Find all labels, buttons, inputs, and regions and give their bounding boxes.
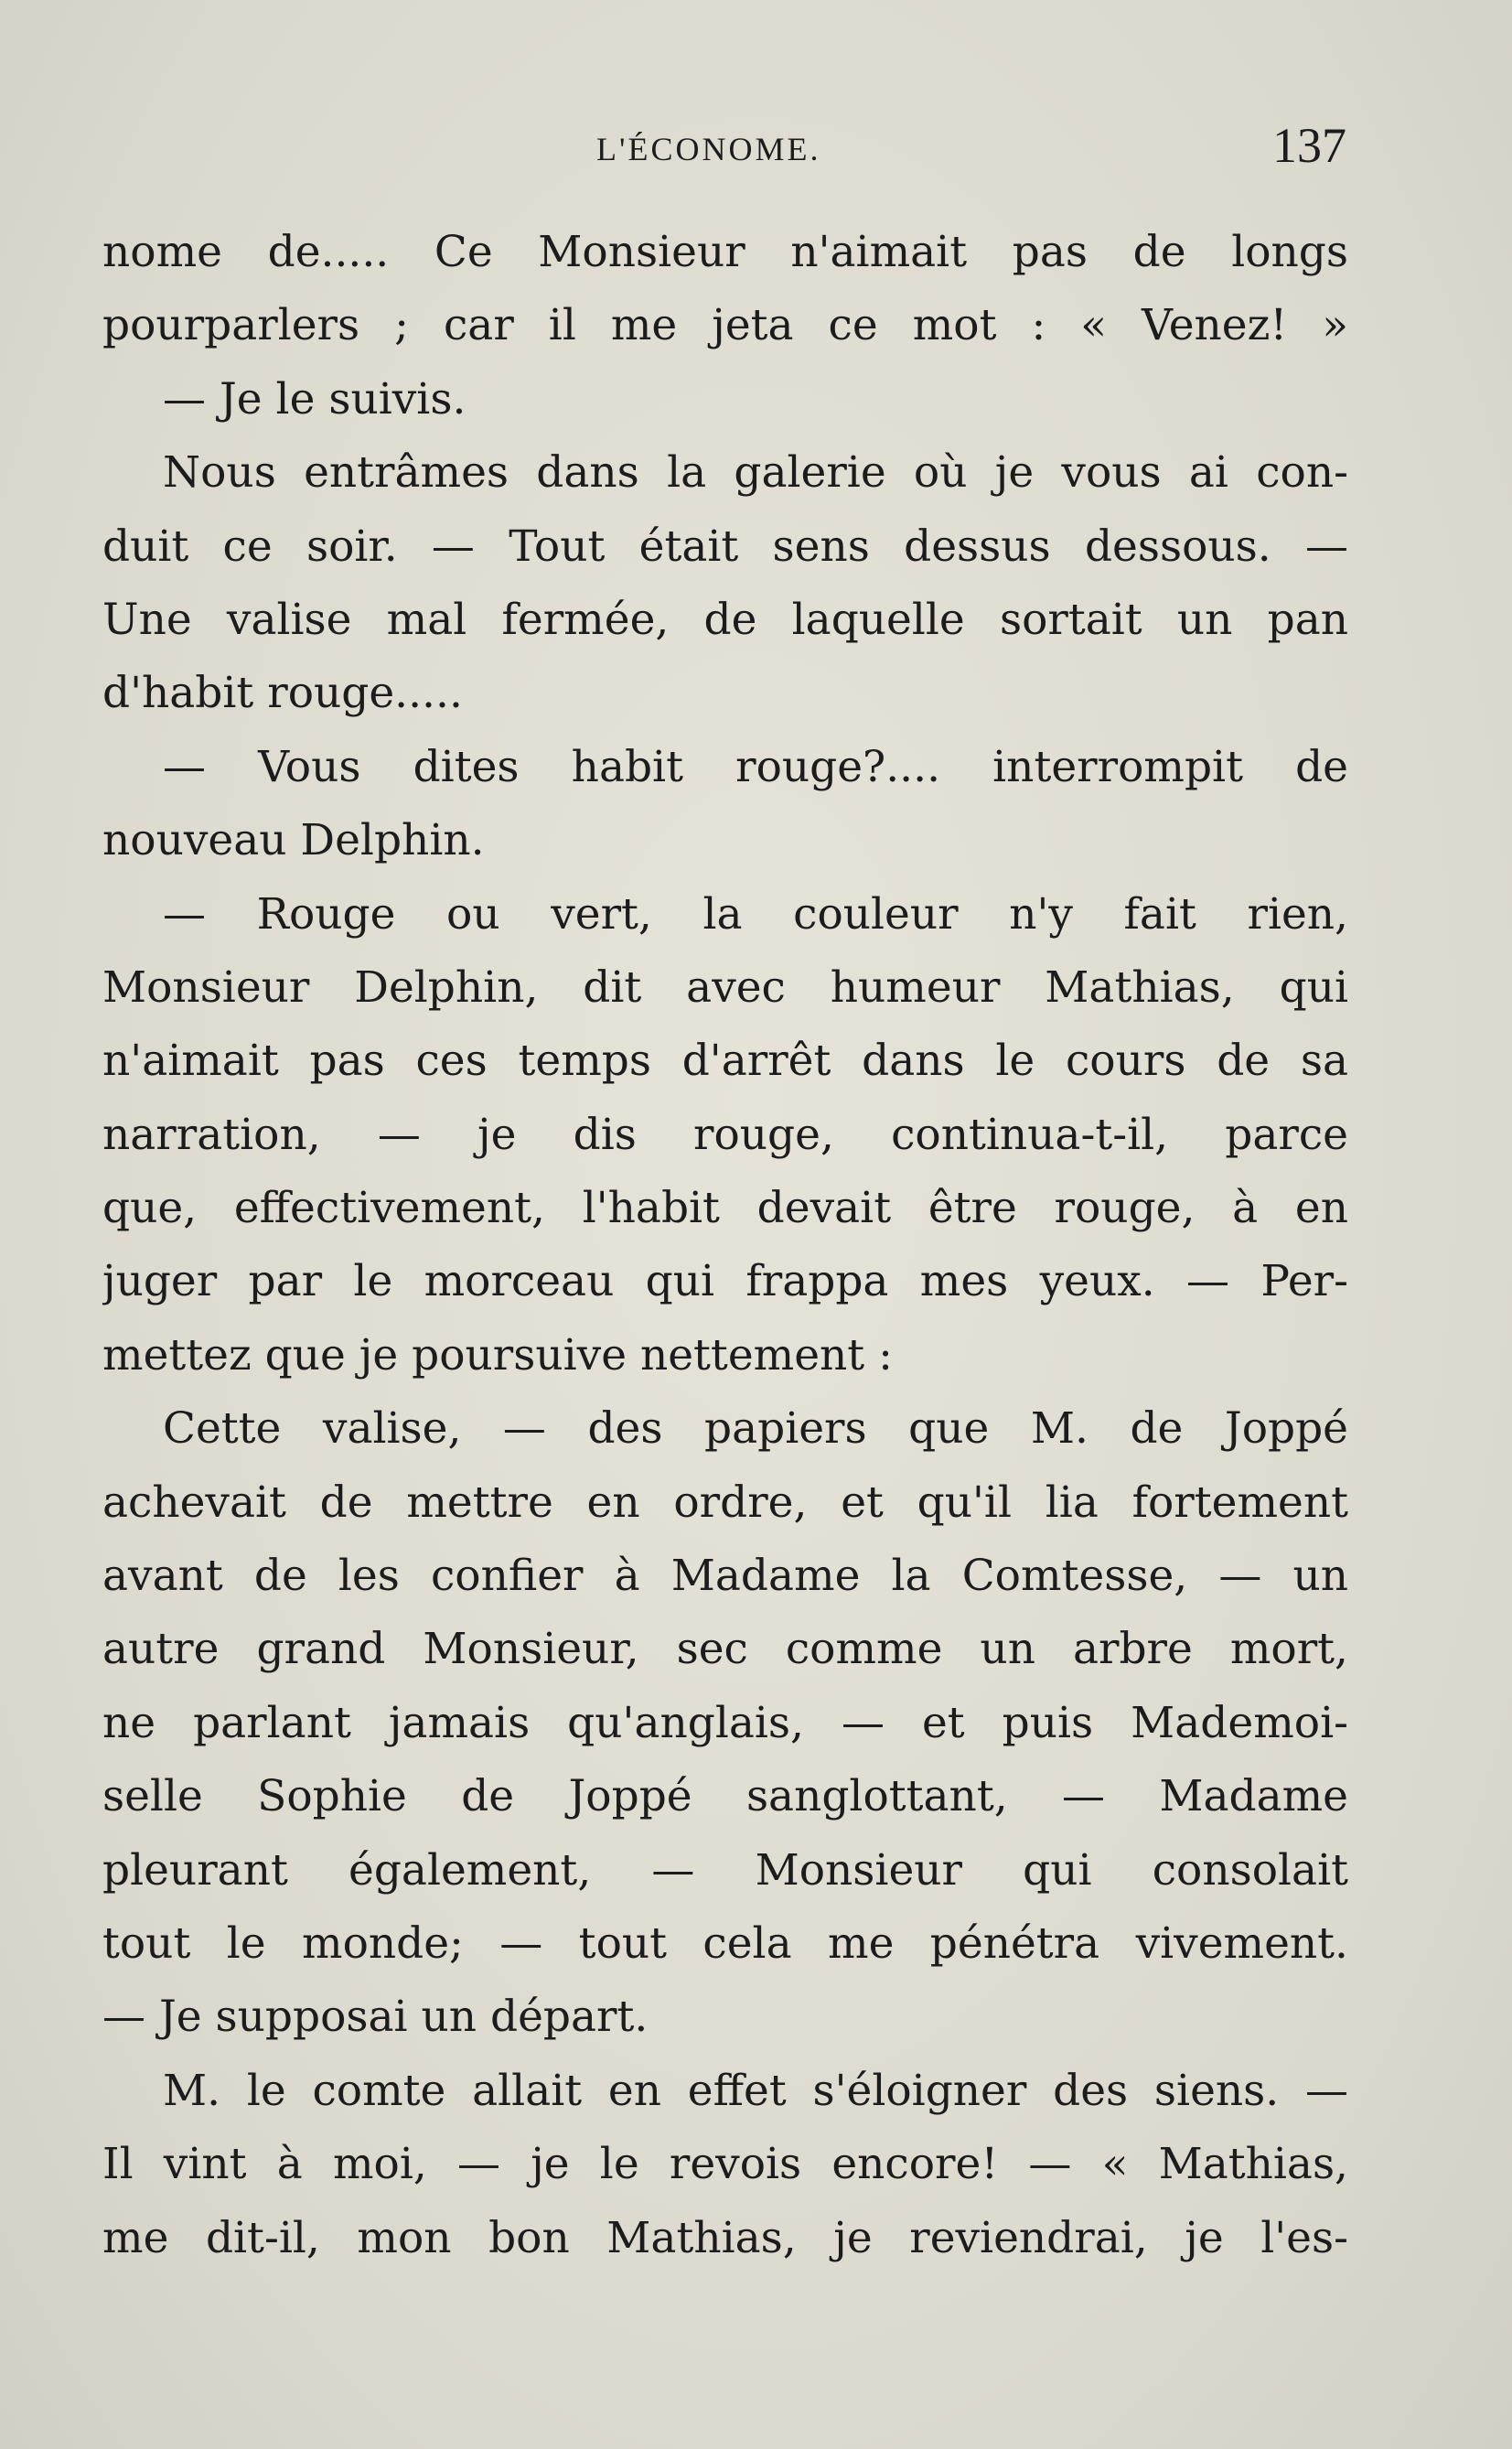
text-line: — Vous dites habit rouge?.... interrompit de bbox=[163, 741, 1348, 792]
text-line: tout le monde; — tout cela me pénétra vivement. bbox=[102, 1917, 1348, 1969]
page-header bbox=[102, 117, 1346, 181]
text-line: narration, — je dis rouge, continua-t-il, parce bbox=[102, 1109, 1348, 1160]
text-line: Cette valise, — des papiers que M. de Joppé bbox=[163, 1403, 1348, 1455]
text-line: — Je supposai un départ. bbox=[102, 1992, 649, 2043]
text-line: selle Sophie de Joppé sanglottant, — Madame bbox=[102, 1771, 1348, 1822]
text-line: Monsieur Delphin, dit avec humeur Mathias, qui bbox=[102, 961, 1348, 1013]
text-line: nouveau Delphin. bbox=[102, 815, 485, 866]
body-text bbox=[102, 216, 1348, 2275]
text-line: avant de les confier à Madame la Comtesse, — un bbox=[102, 1551, 1348, 1602]
text-line: — Rouge ou vert, la couleur n'y fait rien, bbox=[163, 888, 1348, 940]
text-line: n'aimait pas ces temps d'arrêt dans le cours de sa bbox=[102, 1036, 1348, 1087]
text-line: ne parlant jamais qu'anglais, — et puis Mademoi- bbox=[102, 1697, 1348, 1748]
text-line: me dit-il, mon bon Mathias, je reviendrai, je l'es- bbox=[102, 2212, 1348, 2263]
text-line: juger par le morceau qui frappa mes yeux. — Per- bbox=[102, 1256, 1348, 1307]
text-line: mettez que je poursuive nettement : bbox=[102, 1329, 893, 1380]
text-line: autre grand Monsieur, sec comme un arbre mort, bbox=[102, 1624, 1348, 1675]
text-line: Il vint à moi, — je le revois encore! — « Mathias, bbox=[102, 2139, 1348, 2190]
text-line: Une valise mal fermée, de laquelle sortait un pan bbox=[102, 594, 1348, 645]
text-line: pleurant également, — Monsieur qui consolait bbox=[102, 1844, 1348, 1896]
text-line: pourparlers ; car il me jeta ce mot : « Venez! » bbox=[102, 300, 1348, 351]
text-line: achevait de mettre en ordre, et qu'il lia fortement bbox=[102, 1477, 1348, 1528]
text-line: nome de..... Ce Monsieur n'aimait pas de longs bbox=[102, 227, 1348, 277]
text-line: d'habit rouge..... bbox=[102, 668, 463, 719]
text-line: M. le comte allait en effet s'éloigner des siens. — bbox=[163, 2065, 1348, 2116]
text-line: que, effectivement, l'habit devait être rouge, à en bbox=[102, 1183, 1348, 1234]
text-line: — Je le suivis. bbox=[163, 373, 466, 424]
text-line: Nous entrâmes dans la galerie où je vous ai con- bbox=[163, 447, 1348, 499]
text-line: duit ce soir. — Tout était sens dessus dessous. — bbox=[102, 521, 1348, 572]
page-number: 137 bbox=[1272, 118, 1346, 173]
running-title: L'ÉCONOME. bbox=[596, 131, 821, 167]
